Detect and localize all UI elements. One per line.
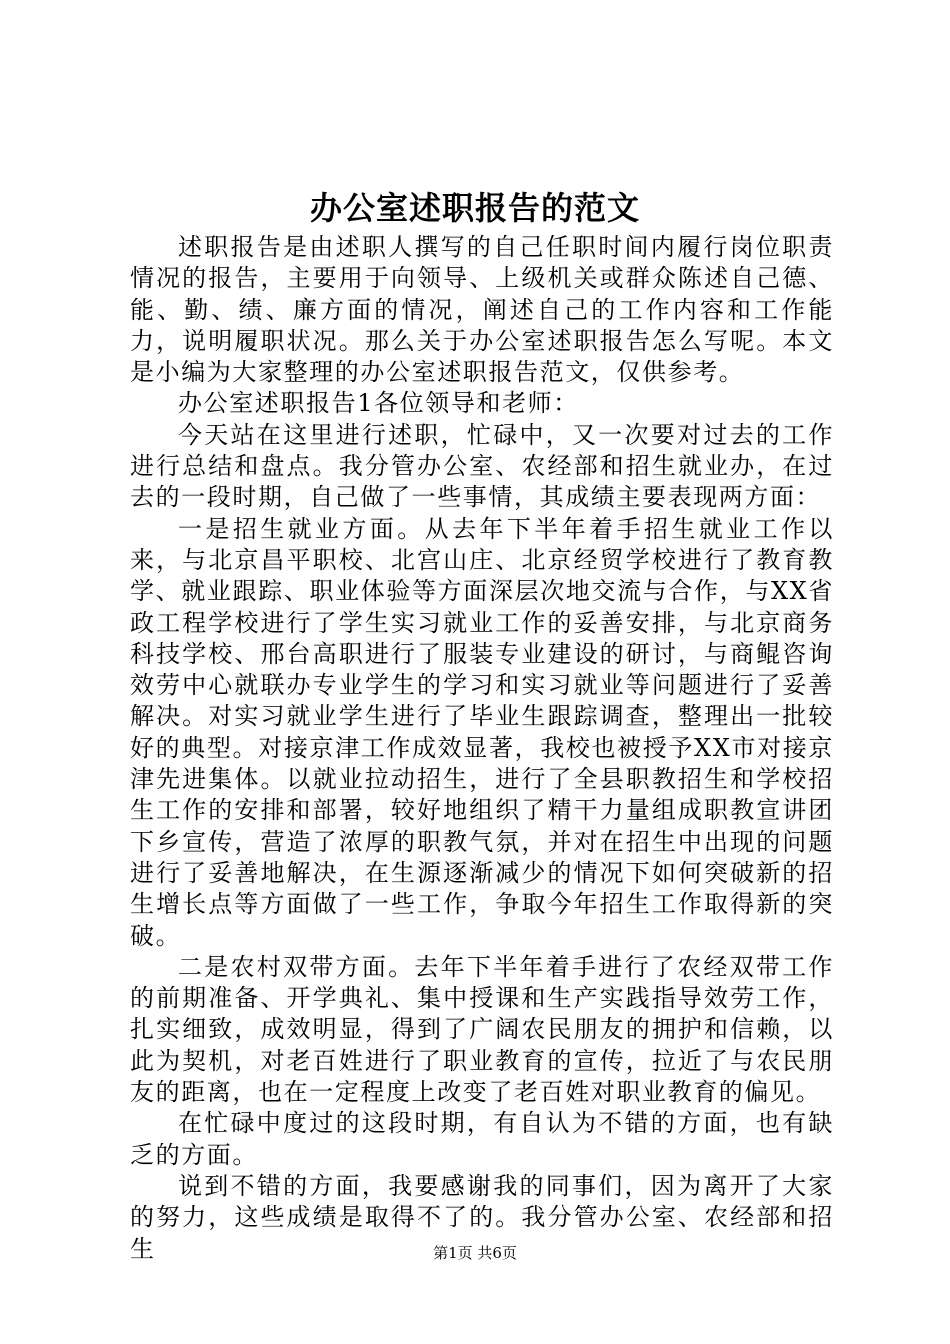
paragraph: 在忙碌中度过的这段时期，有自认为不错的方面，也有缺乏的方面。 (130, 1109, 834, 1169)
paragraph: 一是招生就业方面。从去年下半年着手招生就业工作以来，与北京昌平职校、北宫山庄、北京经贸学校进行了教育教学、就业跟踪、职业体验等方面深层次地交流与合作，与XX省政工程学校进行了学生实习就业工作的妥善安排，与北京商务科技学校、邢台高职进行了服装专业建设的研讨，与商鲲咨询效劳中心就联办专业学生的学习和实习就业等问题进行了妥善解决。对实习就业学生进行了毕业生跟踪调查，整理出一批较好的典型。对接京津工作成效显著，我校也被授予XX市对接京津先进集体。以就业拉动招生，进行了全县职教招生和学校招生工作的安排和部署，较好地组织了精干力量组成职教宣讲团下乡宣传，营造了浓厚的职教气氛，并对在招生中出现的问题进行了妥善地解决，在生源逐渐减少的情况下如何突破新的招生增长点等方面做了一些工作，争取今年招生工作取得新的突破。 (130, 514, 834, 950)
paragraph: 二是农村双带方面。去年下半年着手进行了农经双带工作的前期准备、开学典礼、集中授课和生产实践指导效劳工作，扎实细致，成效明显，得到了广阔农民朋友的拥护和信赖，以此为契机，对老百姓进行了职业教育的宣传，拉近了与农民朋友的距离，也在一定程度上改变了老百姓对职业教育的偏见。 (130, 952, 834, 1107)
document-title: 办公室述职报告的范文 (309, 189, 640, 227)
paragraph: 今天站在这里进行述职，忙碌中，又一次要对过去的工作进行总结和盘点。我分管办公室、农经部和招生就业办，在过去的一段时期，自己做了一些事情，其成绩主要表现两方面： (130, 420, 834, 512)
paragraph: 办公室述职报告1各位领导和老师： (178, 389, 579, 418)
document-body (130, 232, 834, 1265)
paragraph: 说到不错的方面，我要感谢我的同事们，因为离开了大家的努力，这些成绩是取得不了的。我分管办公室、农经部和招生 (130, 1171, 834, 1263)
page-number-footer: 第1页 共6页 (433, 1244, 517, 1262)
paragraph: 述职报告是由述职人撰写的自己任职时间内履行岗位职责情况的报告，主要用于向领导、上级机关或群众陈述自己德、能、勤、绩、廉方面的情况，阐述自己的工作内容和工作能力，说明履职状况。那么关于办公室述职报告怎么写呢。本文是小编为大家整理的办公室述职报告范文，仅供参考。 (130, 233, 834, 387)
